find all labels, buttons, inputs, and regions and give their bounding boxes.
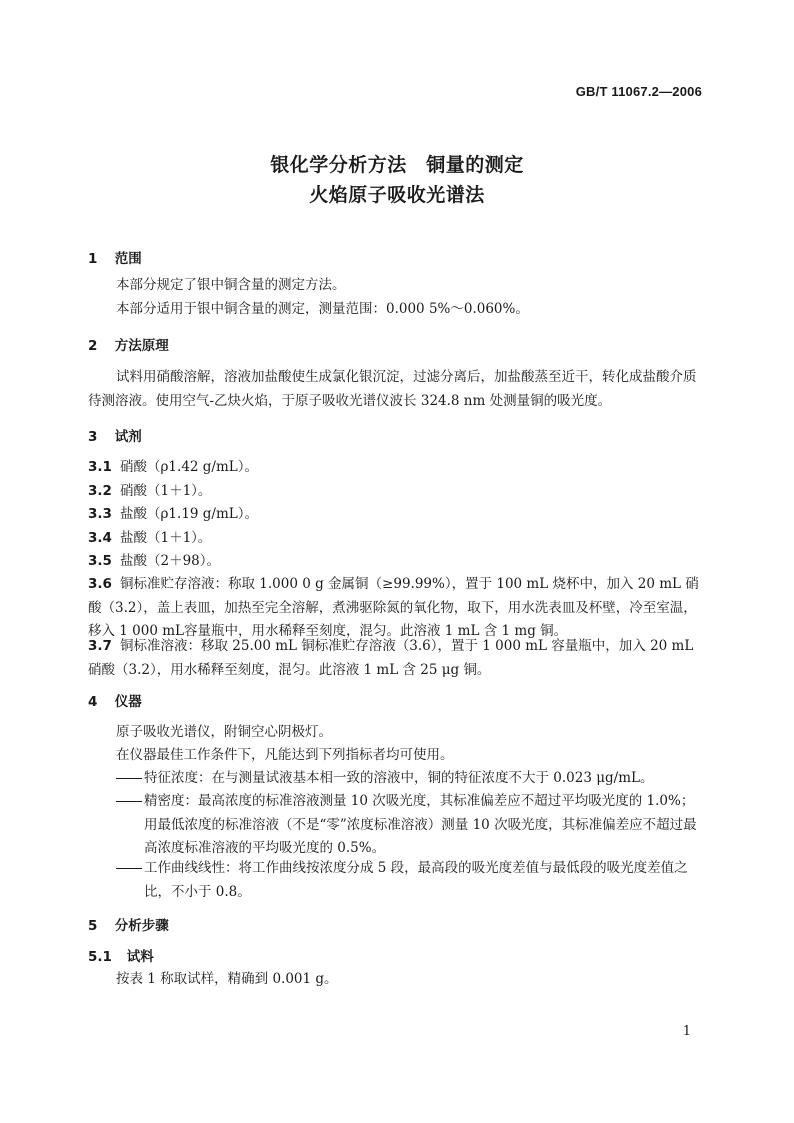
paragraph: 原子吸收光谱仪，附铜空心阴极灯。 (116, 724, 332, 740)
list-item (88, 573, 706, 644)
item-text: 盐酸（ρ1.19 g/mL）。 (120, 506, 258, 522)
item-number: 3.5 (88, 553, 112, 569)
item-number: 3.7 (88, 638, 112, 654)
list-item (88, 635, 706, 682)
dash-list-item (116, 767, 706, 791)
item-number: 3.3 (88, 506, 112, 522)
section-title: 范围 (114, 251, 142, 267)
item-text: 特征浓度：在与测量试液基本相一致的溶液中，铜的特征浓度不大于 0.023 μg/mL。 (144, 770, 654, 786)
subsection-5-1-heading (88, 945, 154, 965)
section-number: 1 (88, 251, 98, 267)
paragraph: 本部分适用于银中铜含量的测定，测量范围：0.000 5%～0.060%。 (116, 301, 529, 317)
item-number: 3.4 (88, 530, 112, 546)
section-number: 2 (88, 338, 98, 354)
item-text: 硝酸（1＋1）。 (120, 483, 212, 499)
section-number: 3 (88, 429, 98, 445)
list-item (88, 527, 706, 551)
item-number: 3.1 (88, 459, 112, 475)
section-title: 试剂 (114, 429, 142, 445)
section-4-heading (88, 690, 142, 710)
item-text: 盐酸（1＋1）。 (120, 530, 212, 546)
section-title: 分析步骤 (114, 918, 169, 934)
dash-list-item (116, 790, 706, 861)
section-title: 仪器 (114, 694, 142, 710)
subsection-title: 试料 (126, 949, 154, 965)
list-item (88, 456, 706, 480)
item-text: 硝酸（ρ1.42 g/mL）。 (120, 459, 258, 475)
item-number: 3.6 (88, 576, 112, 592)
standard-code: GB/T 11067.2—2006 (575, 84, 702, 99)
dash-list-item (116, 857, 706, 904)
subsection-number: 5.1 (88, 949, 112, 965)
document-title-line2: 火焰原子吸收光谱法 (309, 184, 485, 206)
item-text: 工作曲线线性：将工作曲线按浓度分成 5 段，最高段的吸光度差值与最低段的吸光度差值之比，不小于 0.8。 (144, 860, 688, 900)
list-item (88, 503, 706, 527)
paragraph: 试料用硝酸溶解，溶液加盐酸使生成氯化银沉淀，过滤分离后，加盐酸蒸至近干，转化成盐酸介质待测溶液。使用空气-乙炔火焰，于原子吸收光谱仪波长 324.8 nm 处测量铜的吸光度。 (88, 369, 697, 409)
section-5-heading (88, 914, 169, 934)
paragraph: 在仪器最佳工作条件下，凡能达到下列指标者均可使用。 (116, 747, 454, 763)
section-3-heading (88, 425, 142, 445)
item-number: 3.2 (88, 483, 112, 499)
list-item (88, 550, 706, 574)
section-1-heading (88, 247, 142, 267)
item-text: 精密度：最高浓度的标准溶液测量 10 次吸光度，其标准偏差应不超过平均吸光度的 1.0%；用最低浓度的标准溶液（不是“零”浓度标准溶液）测量 10 次吸光度，其标准偏差应不超过最高浓度标准溶液的平均吸光度的 0.5%。 (144, 793, 697, 856)
section-title: 方法原理 (114, 338, 169, 354)
list-item (88, 480, 706, 504)
item-text: 铜标准贮存溶液：称取 1.000 0 g 金属铜（≥99.99%），置于 100 mL 烧杯中，加入 20 mL 硝酸（3.2），盖上表皿，加热至完全溶解，煮沸驱除氮的氧化物，取下，用水洗表皿及杯壁，冷至室温，移入 1 000 mL容量瓶中，用水稀释至刻度，混匀。此溶液 1 mL 含 1 mg 铜。 (88, 576, 699, 639)
item-text: 盐酸（2＋98）。 (120, 553, 221, 569)
item-text: 铜标准溶液：移取 25.00 mL 铜标准贮存溶液（3.6），置于 1 000 mL 容量瓶中，加入 20 mL 硝酸（3.2），用水稀释至刻度，混匀。此溶液 1 mL 含 25 μg 铜。 (88, 638, 694, 678)
section-2-heading (88, 334, 169, 354)
paragraph: 本部分规定了银中铜含量的测定方法。 (116, 277, 346, 293)
paragraph: 按表 1 称取试样，精确到 0.001 g。 (116, 971, 338, 987)
page-number: 1 (682, 1024, 691, 1039)
section-number: 4 (88, 694, 98, 710)
document-title-line1: 银化学分析方法 铜量的测定 (270, 154, 524, 176)
section-number: 5 (88, 918, 98, 934)
